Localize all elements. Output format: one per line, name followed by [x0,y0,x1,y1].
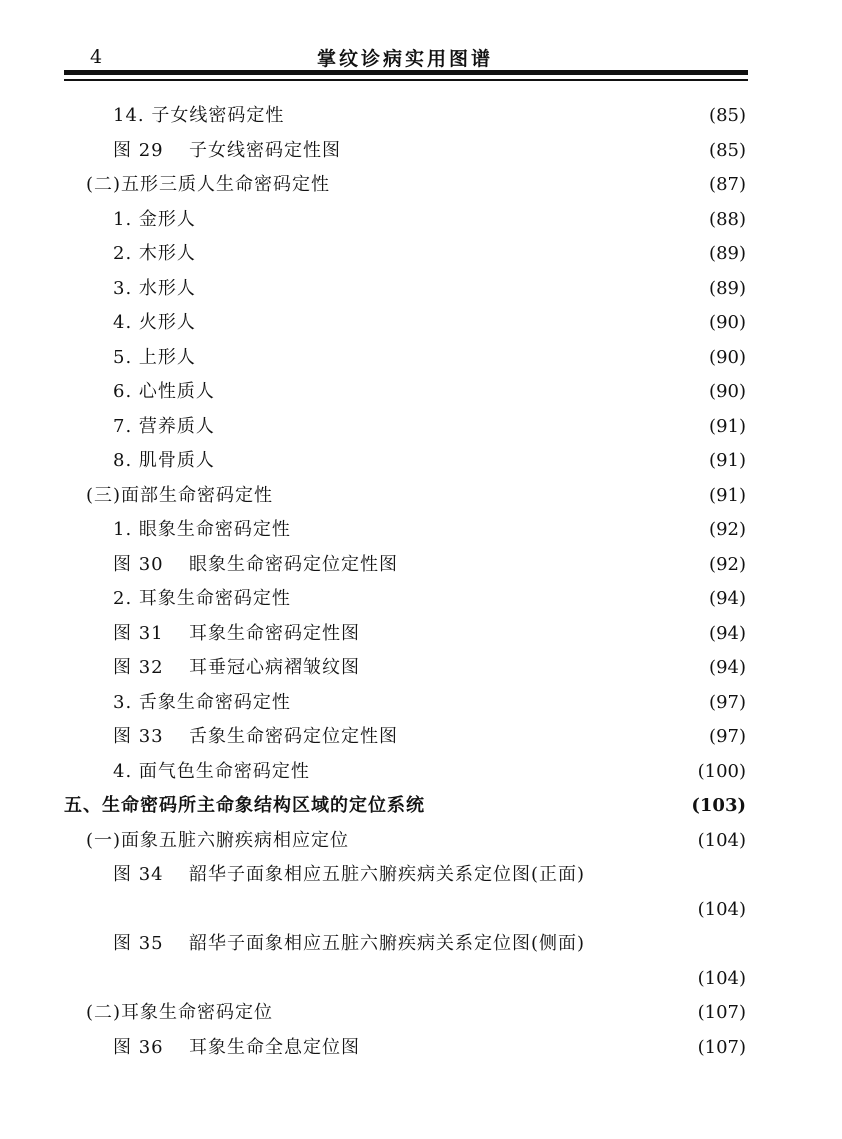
header-rule-thin [64,79,748,81]
dot-leader [366,619,703,649]
toc-entry-label: 图 31 耳象生命密码定性图 [113,619,360,649]
toc-entry[interactable] [86,170,746,200]
dot-leader [404,550,703,580]
dot-leader [202,239,703,269]
dot-leader [279,481,703,511]
dot-leader [297,584,703,614]
toc-page-number: (107) [697,1036,746,1058]
toc-entry[interactable] [113,653,746,683]
toc-entry-label: 4. 火形人 [113,312,196,333]
dot-leader [431,791,685,821]
toc-entry[interactable] [113,757,746,787]
toc-entry-label: 图 33 舌象生命密码定位定性图 [113,722,398,752]
dot-leader [366,653,703,683]
toc-entry[interactable] [64,791,746,821]
toc-page-number: (100) [697,760,746,782]
toc-entry[interactable] [113,929,746,959]
toc-figure-number: 图 30 [113,553,164,575]
toc-entry-label: 3. 舌象生命密码定性 [113,691,291,713]
toc-entry-label: 3. 水形人 [113,277,196,299]
toc-entry[interactable] [113,274,746,304]
toc-page-number: (90) [709,381,746,402]
toc-entry-label: 1. 眼象生命密码定性 [113,519,291,540]
page-header [64,44,746,70]
toc-entry-label: 图 35 韶华子面象相应五脏六腑疾病关系定位图(侧面) [113,929,585,959]
toc-figure-number: 图 33 [113,726,164,747]
toc-figure-number: 图 31 [113,622,164,644]
toc-page-number: (88) [709,208,746,230]
toc-page-number: (90) [709,312,746,333]
toc-page-number: (97) [709,691,746,713]
toc-figure-number: 图 29 [113,139,164,161]
toc-entry-label: 4. 面气色生命密码定性 [113,760,310,782]
dot-leader [355,826,692,856]
toc-figure-number: 图 32 [113,657,164,678]
toc-entry-label: (二)耳象生命密码定位 [86,1002,274,1023]
toc-entry[interactable] [86,998,746,1028]
dot-leader [186,895,692,925]
page-number: 4 [90,46,103,68]
toc-entry[interactable] [113,101,746,131]
toc-entry[interactable] [113,343,746,373]
toc-figure-number: 图 36 [113,1036,164,1058]
toc-page-number: (94) [709,622,746,644]
toc-entry[interactable] [113,860,746,890]
toc-entry[interactable] [113,515,746,545]
dot-leader [290,101,703,131]
toc-page-number: (94) [709,657,746,678]
dot-leader [202,205,703,235]
toc-entry-label: 6. 心性质人 [113,381,215,402]
toc-entry[interactable] [86,826,746,856]
toc-entry[interactable] [113,308,746,338]
toc-page-number: (89) [709,277,746,299]
toc-figure-number: 图 34 [113,864,164,885]
toc-page-number: (91) [709,415,746,437]
toc-page-number: (97) [709,726,746,747]
toc-entry-label: 图 32 耳垂冠心病褶皱纹图 [113,653,360,683]
toc-entry-label: 图 29 子女线密码定性图 [113,136,341,166]
toc-entry-label: (一)面象五脏六腑疾病相应定位 [86,829,350,851]
book-title: 掌纹诊病实用图谱 [316,48,493,70]
toc-entry-label: 7. 营养质人 [113,415,215,437]
toc-page-number: (91) [709,484,746,506]
toc-page-number: (107) [697,1002,746,1023]
dot-leader [279,998,692,1028]
toc-page-number: (104) [697,829,746,851]
toc-entry[interactable] [113,446,746,476]
header-rule-thick [64,70,748,75]
toc-entry-label: 图 30 眼象生命密码定位定性图 [113,550,398,580]
toc-page-number: (103) [691,795,746,816]
toc-page-number: (90) [709,346,746,368]
toc-entry-label: (二)五形三质人生命密码定性 [86,174,331,195]
dot-leader [221,412,703,442]
toc-entry[interactable] [113,619,746,649]
dot-leader [336,170,703,200]
toc-page-number: (94) [709,588,746,609]
dot-leader [404,722,703,752]
dot-leader [202,274,703,304]
dot-leader [366,1033,692,1063]
toc-entry-label: 5. 上形人 [113,346,196,368]
toc-entry-label: 图 36 耳象生命全息定位图 [113,1033,360,1063]
toc-entry-label: 8. 肌骨质人 [113,450,215,471]
toc-entry[interactable] [113,584,746,614]
toc-entry-label: (三)面部生命密码定性 [86,484,274,506]
dot-leader [221,377,703,407]
dot-leader [297,515,703,545]
toc-entry[interactable] [113,550,746,580]
dot-leader [202,343,703,373]
toc-page-number: (104) [697,898,746,920]
toc-page-number: (89) [709,243,746,264]
toc-entry[interactable] [113,205,746,235]
toc-entry-label: 图 34 韶华子面象相应五脏六腑疾病关系定位图(正面) [113,860,585,890]
toc-entry-label: 14. 子女线密码定性 [113,105,285,126]
toc-entry-label: 1. 金形人 [113,208,196,230]
dot-leader [202,308,703,338]
toc-entry-label: 五、生命密码所主命象结构区域的定位系统 [64,795,425,816]
toc-entry[interactable] [113,1033,746,1063]
toc-entry[interactable] [113,136,746,166]
toc-page-number: (92) [709,553,746,575]
toc-page-number: (104) [697,967,746,989]
toc-entry[interactable] [113,722,746,752]
dot-leader [316,757,692,787]
toc-entry[interactable] [113,412,746,442]
dot-leader [221,446,703,476]
toc-entry-label: 2. 耳象生命密码定性 [113,588,291,609]
toc-entry[interactable] [113,688,746,718]
toc-page-number: (85) [709,139,746,161]
toc-entry[interactable] [86,481,746,511]
toc-figure-number: 图 35 [113,933,164,954]
toc-page-number: (87) [709,174,746,195]
toc-page-number: (92) [709,519,746,540]
toc-page-number: (85) [709,105,746,126]
dot-leader [297,688,703,718]
dot-leader [347,136,703,166]
toc-entry[interactable] [113,377,746,407]
toc-page-number: (91) [709,450,746,471]
toc-entry-label: 2. 木形人 [113,243,196,264]
toc-entry-continuation[interactable] [186,964,746,994]
toc-entry-continuation[interactable] [186,895,746,925]
toc-entry[interactable] [113,239,746,269]
dot-leader [186,964,692,994]
